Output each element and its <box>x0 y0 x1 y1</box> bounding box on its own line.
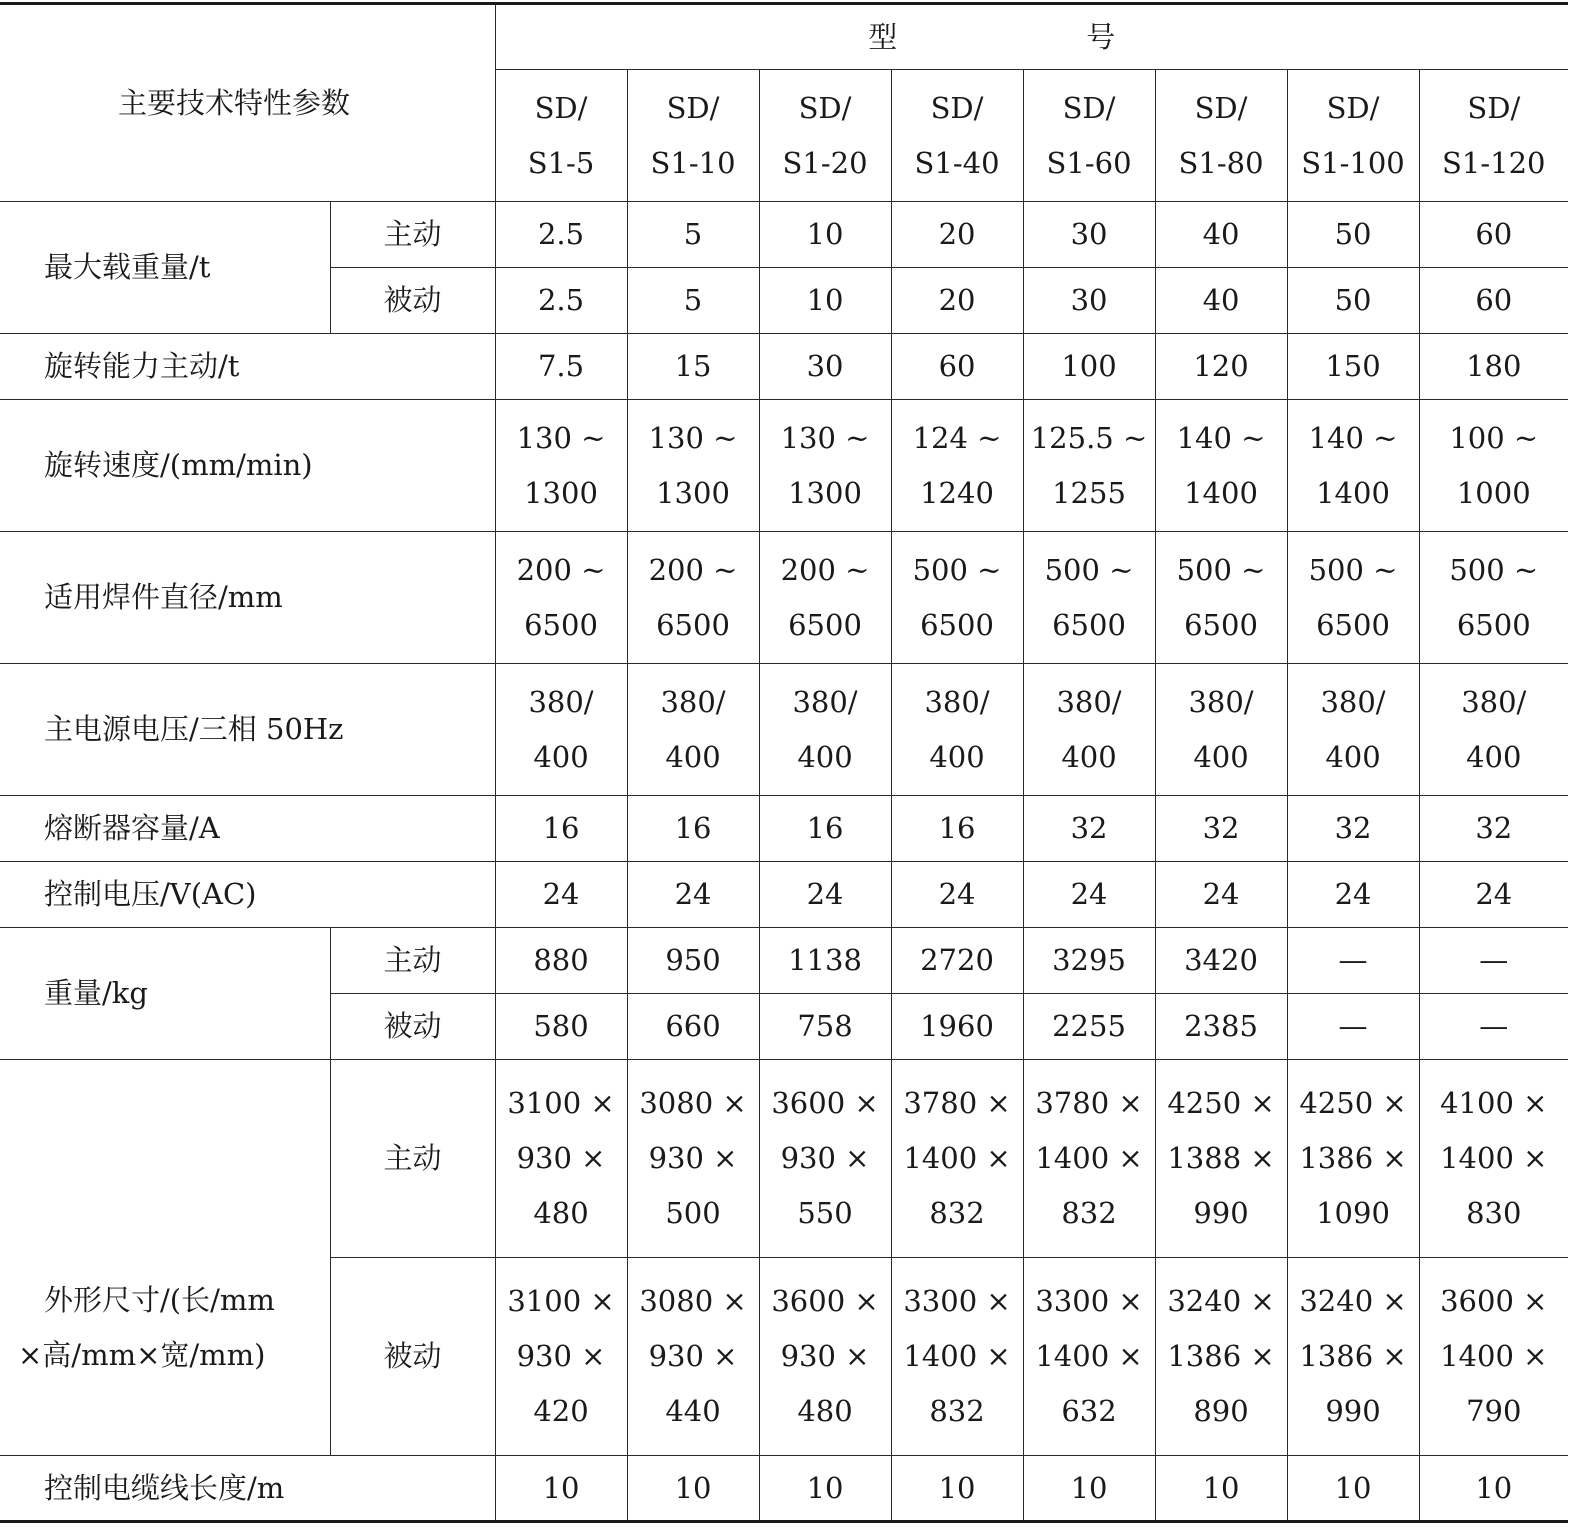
value-cell: 580 <box>495 994 627 1060</box>
cell-line: 1400 × <box>1440 1339 1548 1373</box>
cell-line: 790 <box>1466 1394 1522 1428</box>
value-cell <box>1155 532 1287 664</box>
cell-line: 140 ~ <box>1308 420 1398 455</box>
model-header <box>495 4 1568 70</box>
value-cell <box>891 400 1023 532</box>
cell-line: 380/ <box>528 684 594 719</box>
value-cell <box>495 400 627 532</box>
cell-line: SD/ <box>930 90 984 125</box>
model-cell <box>627 70 759 202</box>
value-cell: 30 <box>1023 268 1155 334</box>
cell-line: 380/ <box>1188 684 1254 719</box>
value-cell: 10 <box>1023 1456 1155 1522</box>
cell-line: S1-5 <box>527 145 595 180</box>
value-cell: 10 <box>759 1456 891 1522</box>
cell-line: SD/ <box>1194 90 1248 125</box>
cell-line: 832 <box>929 1394 985 1428</box>
value-cell <box>891 1060 1023 1258</box>
cell-line: SD/ <box>1326 90 1380 125</box>
cell-line: 6500 <box>656 607 730 642</box>
cell-line: 6500 <box>1456 607 1531 642</box>
cell-line: SD/ <box>798 90 852 125</box>
cell-line: 400 <box>1193 739 1249 774</box>
value-cell: 10 <box>495 1456 627 1522</box>
value-cell: 880 <box>495 928 627 994</box>
cell-line: 500 <box>665 1196 721 1230</box>
value-cell <box>1023 1060 1155 1258</box>
value-cell <box>627 664 759 796</box>
cell-line: 400 <box>665 739 721 774</box>
cell-line: S1-40 <box>914 145 1000 180</box>
value-cell <box>1155 1060 1287 1258</box>
value-cell: 32 <box>1419 796 1568 862</box>
cell-line: 1300 <box>524 475 598 510</box>
cell-line: S1-60 <box>1046 145 1132 180</box>
cell-line: 3080 × <box>639 1086 747 1120</box>
value-cell: 2.5 <box>495 268 627 334</box>
value-cell: 150 <box>1287 334 1419 400</box>
cell-line: 200 ~ <box>780 552 870 587</box>
value-cell <box>495 1258 627 1456</box>
value-cell: — <box>1287 928 1419 994</box>
cell-line: 124 ~ <box>912 420 1002 455</box>
value-cell: 24 <box>1023 862 1155 928</box>
cell-line: 500 ~ <box>1449 552 1539 587</box>
value-cell: 24 <box>1155 862 1287 928</box>
cell-line: 6500 <box>524 607 598 642</box>
value-cell: 32 <box>1155 796 1287 862</box>
value-cell: 3420 <box>1155 928 1287 994</box>
label-line: 外形尺寸/(长/mm <box>44 1282 275 1317</box>
value-cell: 5 <box>627 202 759 268</box>
row-label: 主电源电压/三相 50Hz <box>0 664 495 796</box>
cell-line: 930 × <box>780 1141 870 1175</box>
value-cell: 10 <box>759 268 891 334</box>
value-cell: 16 <box>759 796 891 862</box>
cell-line: 930 × <box>648 1339 738 1373</box>
cell-line: 3600 × <box>1440 1284 1548 1318</box>
value-cell: 950 <box>627 928 759 994</box>
value-cell: 30 <box>759 334 891 400</box>
row-cable-length <box>0 1456 1568 1522</box>
cell-line: 380/ <box>1320 684 1386 719</box>
cell-line: 6500 <box>1184 607 1258 642</box>
value-cell <box>495 532 627 664</box>
cell-line: 3600 × <box>771 1284 879 1318</box>
value-cell: 10 <box>759 202 891 268</box>
value-cell: 1960 <box>891 994 1023 1060</box>
model-header-text: 型 号 <box>868 19 1196 54</box>
value-cell: — <box>1419 928 1568 994</box>
value-cell <box>759 400 891 532</box>
cell-line: S1-100 <box>1301 145 1405 180</box>
cell-line: 1386 × <box>1299 1339 1407 1373</box>
cell-line: S1-20 <box>782 145 868 180</box>
value-cell: 2255 <box>1023 994 1155 1060</box>
value-cell: 60 <box>1419 268 1568 334</box>
cell-line: 400 <box>1061 739 1117 774</box>
cell-line: SD/ <box>1062 90 1116 125</box>
cell-line: 500 ~ <box>1044 552 1134 587</box>
cell-line: 500 ~ <box>1308 552 1398 587</box>
value-cell: 24 <box>759 862 891 928</box>
label-line: ×高/mm×宽/mm) <box>18 1337 266 1372</box>
cell-line: 890 <box>1193 1394 1249 1428</box>
value-cell: — <box>1419 994 1568 1060</box>
value-cell <box>759 1258 891 1456</box>
cell-line: 380/ <box>924 684 990 719</box>
value-cell <box>1419 1060 1568 1258</box>
cell-line: 830 <box>1466 1196 1522 1230</box>
model-cell <box>1419 70 1568 202</box>
row-label <box>0 1060 330 1456</box>
value-cell: 100 <box>1023 334 1155 400</box>
value-cell <box>1419 664 1568 796</box>
value-cell: 24 <box>1419 862 1568 928</box>
row-weldment-diameter <box>0 532 1568 664</box>
cell-line: 1400 × <box>1035 1141 1143 1175</box>
value-cell: 60 <box>891 334 1023 400</box>
value-cell: 24 <box>495 862 627 928</box>
value-cell <box>1287 664 1419 796</box>
value-cell <box>1419 1258 1568 1456</box>
value-cell <box>1287 1060 1419 1258</box>
row-fuse-capacity <box>0 796 1568 862</box>
cell-line: 1386 × <box>1299 1141 1407 1175</box>
cell-line: 380/ <box>1056 684 1122 719</box>
cell-line: 1090 <box>1316 1196 1390 1230</box>
value-cell: 16 <box>891 796 1023 862</box>
sub-label: 主动 <box>330 928 495 994</box>
value-cell <box>891 1258 1023 1456</box>
value-cell: 16 <box>495 796 627 862</box>
value-cell: 10 <box>891 1456 1023 1522</box>
cell-line: 480 <box>797 1394 853 1428</box>
header-row-1 <box>0 4 1568 70</box>
row-rotation-speed <box>0 400 1568 532</box>
value-cell <box>1155 664 1287 796</box>
cell-line: 400 <box>797 739 853 774</box>
cell-line: 3240 × <box>1167 1284 1275 1318</box>
sub-label: 被动 <box>330 268 495 334</box>
value-cell <box>627 400 759 532</box>
value-cell: 40 <box>1155 268 1287 334</box>
sub-label: 主动 <box>330 202 495 268</box>
value-cell: 20 <box>891 202 1023 268</box>
value-cell <box>627 1258 759 1456</box>
cell-line: 3080 × <box>639 1284 747 1318</box>
value-cell: 20 <box>891 268 1023 334</box>
cell-line: 1255 <box>1052 475 1126 510</box>
cell-line: 990 <box>1325 1394 1381 1428</box>
cell-line: 3780 × <box>903 1086 1011 1120</box>
cell-line: SD/ <box>534 90 588 125</box>
cell-line: 140 ~ <box>1176 420 1266 455</box>
row-label: 适用焊件直径/mm <box>0 532 495 664</box>
value-cell: 40 <box>1155 202 1287 268</box>
value-cell <box>759 664 891 796</box>
value-cell <box>1155 1258 1287 1456</box>
cell-line: 1400 × <box>1035 1339 1143 1373</box>
model-cell <box>1287 70 1419 202</box>
cell-line: S1-120 <box>1442 145 1546 180</box>
value-cell: 2720 <box>891 928 1023 994</box>
spec-table-body <box>0 4 1568 1522</box>
cell-line: 1300 <box>656 475 730 510</box>
cell-line: 832 <box>929 1196 985 1230</box>
model-cell <box>1023 70 1155 202</box>
row-label: 最大载重量/t <box>0 202 330 334</box>
value-cell <box>891 532 1023 664</box>
value-cell: 10 <box>1419 1456 1568 1522</box>
cell-line: 6500 <box>788 607 862 642</box>
cell-line: 6500 <box>1316 607 1390 642</box>
cell-line: 1240 <box>920 475 994 510</box>
row-control-voltage <box>0 862 1568 928</box>
cell-line: 200 ~ <box>516 552 606 587</box>
cell-line: 930 × <box>516 1339 606 1373</box>
value-cell <box>1287 1258 1419 1456</box>
value-cell: 50 <box>1287 202 1419 268</box>
row-label: 控制电缆线长度/m <box>0 1456 495 1522</box>
value-cell: 60 <box>1419 202 1568 268</box>
value-cell <box>1287 400 1419 532</box>
model-cell <box>891 70 1023 202</box>
row-label: 旋转能力主动/t <box>0 334 495 400</box>
row-dimensions-active <box>0 1060 1568 1258</box>
value-cell: 660 <box>627 994 759 1060</box>
value-cell <box>1155 400 1287 532</box>
value-cell <box>1419 532 1568 664</box>
cell-line: 1000 <box>1456 475 1531 510</box>
value-cell <box>759 1060 891 1258</box>
value-cell: — <box>1287 994 1419 1060</box>
cell-line: 930 × <box>648 1141 738 1175</box>
value-cell: 5 <box>627 268 759 334</box>
value-cell: 32 <box>1023 796 1155 862</box>
value-cell <box>1287 532 1419 664</box>
cell-line: 1388 × <box>1167 1141 1275 1175</box>
value-cell: 24 <box>1287 862 1419 928</box>
cell-line: 380/ <box>660 684 726 719</box>
row-max-load-active <box>0 202 1568 268</box>
value-cell <box>495 1060 627 1258</box>
row-rotation-capacity <box>0 334 1568 400</box>
value-cell <box>1023 400 1155 532</box>
value-cell: 1138 <box>759 928 891 994</box>
cell-line: 3100 × <box>507 1284 615 1318</box>
cell-line: 3300 × <box>1035 1284 1143 1318</box>
value-cell: 30 <box>1023 202 1155 268</box>
cell-line: 400 <box>1325 739 1381 774</box>
cell-line: 480 <box>533 1196 589 1230</box>
value-cell <box>759 532 891 664</box>
cell-line: 1386 × <box>1167 1339 1275 1373</box>
model-cell <box>495 70 627 202</box>
cell-line: 6500 <box>1052 607 1126 642</box>
cell-line: 380/ <box>1461 684 1527 719</box>
cell-line: 3780 × <box>1035 1086 1143 1120</box>
cell-line: S1-80 <box>1178 145 1264 180</box>
value-cell: 2.5 <box>495 202 627 268</box>
sub-label: 被动 <box>330 1258 495 1456</box>
value-cell: 120 <box>1155 334 1287 400</box>
row-label: 熔断器容量/A <box>0 796 495 862</box>
cell-line: 420 <box>533 1394 589 1428</box>
cell-line: 1400 <box>1184 475 1258 510</box>
value-cell: 2385 <box>1155 994 1287 1060</box>
cell-line: 990 <box>1193 1196 1249 1230</box>
value-cell <box>1023 1258 1155 1456</box>
cell-line: 440 <box>665 1394 721 1428</box>
value-cell: 24 <box>627 862 759 928</box>
value-cell <box>495 664 627 796</box>
sub-label: 被动 <box>330 994 495 1060</box>
value-cell <box>627 1060 759 1258</box>
cell-line: SD/ <box>1467 90 1521 125</box>
cell-line: 1400 × <box>1440 1141 1548 1175</box>
cell-line: 130 ~ <box>648 420 738 455</box>
value-cell: 50 <box>1287 268 1419 334</box>
value-cell: 758 <box>759 994 891 1060</box>
cell-line: 1400 <box>1316 475 1390 510</box>
param-header: 主要技术特性参数 <box>0 4 495 202</box>
model-cell <box>759 70 891 202</box>
cell-line: 4100 × <box>1440 1086 1548 1120</box>
cell-line: 400 <box>1466 739 1522 774</box>
cell-line: 3300 × <box>903 1284 1011 1318</box>
cell-line: 6500 <box>920 607 994 642</box>
row-label: 重量/kg <box>0 928 330 1060</box>
cell-line: 3100 × <box>507 1086 615 1120</box>
value-cell: 10 <box>1155 1456 1287 1522</box>
row-weight-active <box>0 928 1568 994</box>
value-cell: 32 <box>1287 796 1419 862</box>
value-cell: 24 <box>891 862 1023 928</box>
cell-line: 125.5 ~ <box>1030 420 1148 455</box>
value-cell: 16 <box>627 796 759 862</box>
cell-line: 4250 × <box>1299 1086 1407 1120</box>
cell-line: 930 × <box>780 1339 870 1373</box>
value-cell <box>627 532 759 664</box>
value-cell <box>1419 400 1568 532</box>
cell-line: 1400 × <box>903 1339 1011 1373</box>
value-cell: 180 <box>1419 334 1568 400</box>
cell-line: S1-10 <box>650 145 736 180</box>
sub-label: 主动 <box>330 1060 495 1258</box>
cell-line: 100 ~ <box>1449 420 1539 455</box>
value-cell: 10 <box>1287 1456 1419 1522</box>
cell-line: 3600 × <box>771 1086 879 1120</box>
cell-line: 632 <box>1061 1394 1117 1428</box>
value-cell <box>1023 664 1155 796</box>
cell-line: 1400 × <box>903 1141 1011 1175</box>
cell-line: 550 <box>797 1196 853 1230</box>
cell-line: 400 <box>929 739 985 774</box>
cell-line: SD/ <box>666 90 720 125</box>
value-cell: 10 <box>627 1456 759 1522</box>
spec-table <box>0 2 1568 1523</box>
cell-line: 130 ~ <box>780 420 870 455</box>
cell-line: 930 × <box>516 1141 606 1175</box>
cell-line: 130 ~ <box>516 420 606 455</box>
cell-line: 832 <box>1061 1196 1117 1230</box>
cell-line: 4250 × <box>1167 1086 1275 1120</box>
row-main-voltage <box>0 664 1568 796</box>
cell-line: 500 ~ <box>1176 552 1266 587</box>
row-label: 旋转速度/(mm/min) <box>0 400 495 532</box>
model-cell <box>1155 70 1287 202</box>
cell-line: 1300 <box>788 475 862 510</box>
value-cell: 3295 <box>1023 928 1155 994</box>
value-cell <box>891 664 1023 796</box>
cell-line: 3240 × <box>1299 1284 1407 1318</box>
cell-line: 400 <box>533 739 589 774</box>
value-cell: 7.5 <box>495 334 627 400</box>
cell-line: 500 ~ <box>912 552 1002 587</box>
cell-line: 200 ~ <box>648 552 738 587</box>
cell-line: 380/ <box>792 684 858 719</box>
value-cell <box>1023 532 1155 664</box>
row-label: 控制电压/V(AC) <box>0 862 495 928</box>
value-cell: 15 <box>627 334 759 400</box>
